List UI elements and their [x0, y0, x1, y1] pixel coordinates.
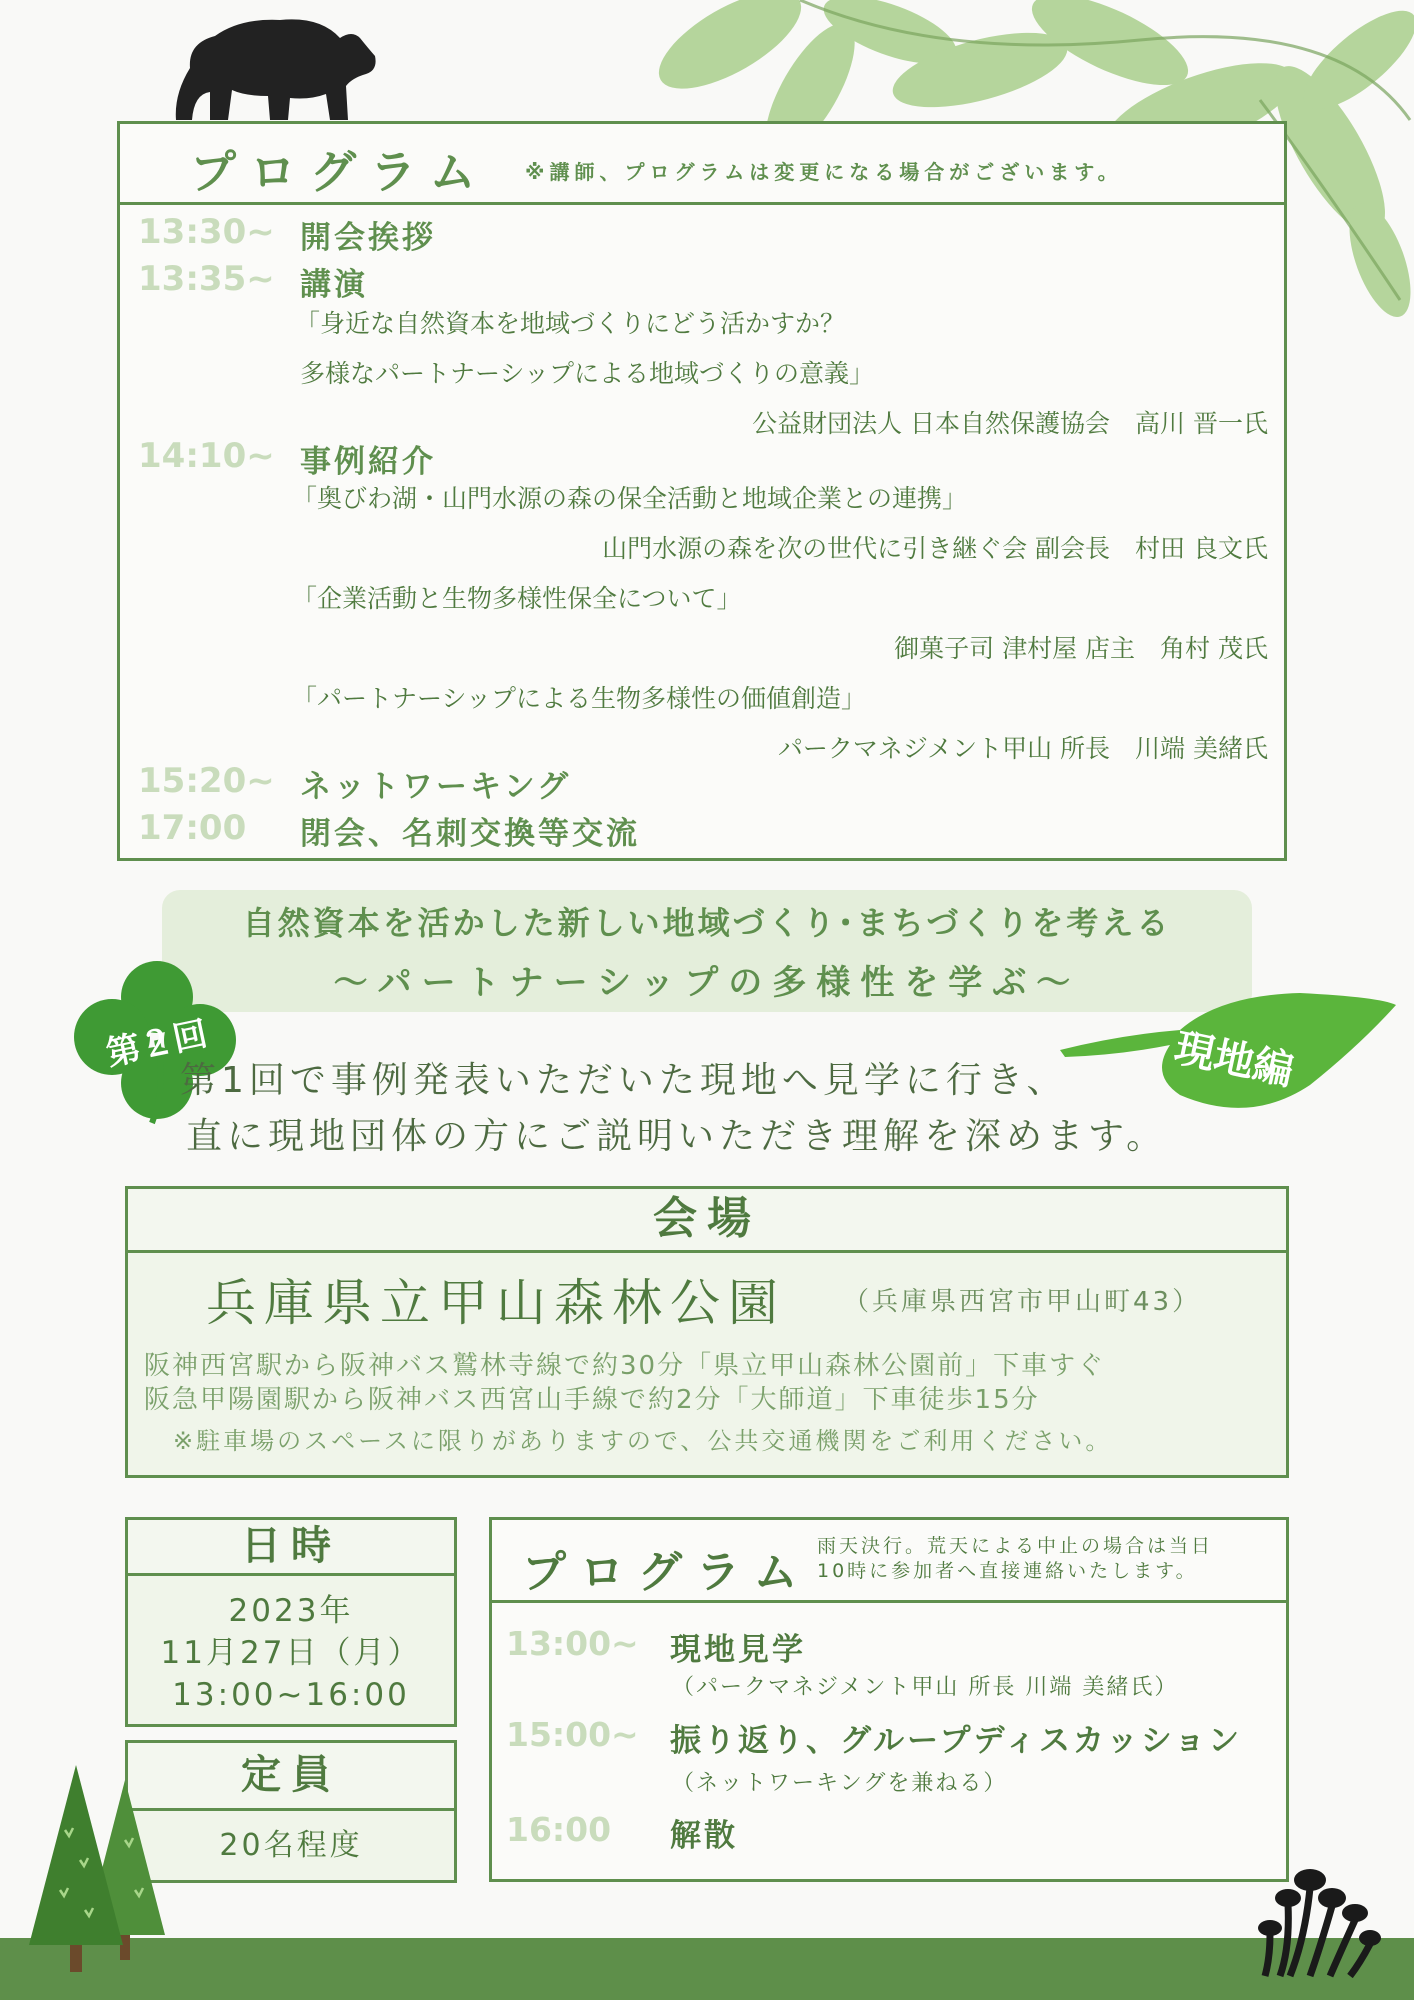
- ground-band: [0, 1938, 1414, 2000]
- description-line2: 直に現地団体の方にご説明いただき理解を深めます。: [186, 1116, 1168, 1157]
- case1-speaker: 山門水源の森を次の世代に引き継ぐ会 副会長 村田 良文氏: [602, 534, 1268, 563]
- item-lecture: 講演: [300, 267, 368, 303]
- case2-title: 「企業活動と生物多様性保全について」: [292, 584, 742, 613]
- item-discussion: 振り返り、グループディスカッション: [670, 1723, 1243, 1759]
- capacity-value: 20名程度: [219, 1828, 363, 1863]
- field-program-box: [489, 1517, 1289, 1882]
- theme-subtitle: ～パートナーシップの多様性を学ぶ～: [333, 963, 1081, 1003]
- discussion-sub: （ネットワーキングを兼ねる）: [672, 1771, 1008, 1796]
- time-1600: 16:00: [506, 1810, 612, 1849]
- case3-title: 「パートナーシップによる生物多様性の価値創造」: [292, 684, 867, 713]
- item-cases: 事例紹介: [300, 444, 436, 480]
- time-1410: 14:10~: [138, 436, 275, 476]
- rain-note: [817, 1534, 1213, 1584]
- description-line1: 第1回で事例発表いただいた現地へ見学に行き、: [180, 1060, 1068, 1101]
- field-visit-sub: （パークマネジメント甲山 所長 川端 美緒氏）: [672, 1675, 1179, 1700]
- item-networking: ネットワーキング: [300, 769, 572, 805]
- time-1330: 13:30~: [138, 212, 275, 252]
- event-date: 11月27日（月）: [160, 1635, 422, 1671]
- parking-note: ※駐車場のスペースに限りがありますので、公共交通機関をご利用ください。: [173, 1427, 1113, 1455]
- datetime-heading: 日時: [128, 1520, 454, 1576]
- venue-address: （兵庫県西宮市甲山町43）: [843, 1287, 1202, 1317]
- field-badge-label: 現地編: [1170, 1024, 1298, 1095]
- theme-title: 自然資本を活かした新しい地域づくり･まちづくりを考える: [242, 904, 1172, 942]
- field-leaf-badge: [1060, 975, 1400, 1125]
- datetime-box: [125, 1517, 457, 1727]
- access-line2: 阪急甲陽園駅から阪神バス西宮山手線で約2分「大師道」下車徒歩15分: [144, 1385, 1040, 1415]
- case3-speaker: パークマネジメント甲山 所長 川端 美緒氏: [777, 734, 1268, 763]
- program-header: [120, 124, 1284, 205]
- program-box: [117, 121, 1287, 861]
- lecture-title-line2: 多様なパートナーシップによる地域づくりの意義」: [300, 359, 875, 388]
- rain-note-line1: 雨天決行。荒天による中止の場合は当日: [817, 1535, 1214, 1557]
- field-program-header: [492, 1520, 1286, 1603]
- access-line1: 阪神西宮駅から阪神バス鷲林寺線で約30分「県立甲山森林公園前」下車すぐ: [144, 1351, 1106, 1381]
- program-title: プログラム: [190, 145, 490, 199]
- time-1700: 17:00: [138, 808, 247, 848]
- event-year: 2023年: [228, 1593, 354, 1629]
- item-closing: 閉会、名刺交換等交流: [300, 816, 640, 852]
- venue-box: [125, 1186, 1289, 1478]
- lecture-title-line1: 「身近な自然資本を地域づくりにどう活かすか？: [295, 309, 846, 338]
- time-1300: 13:00~: [506, 1624, 639, 1663]
- bear-icon: [170, 8, 380, 126]
- trees-icon: [25, 1760, 185, 1975]
- item-opening: 開会挨拶: [300, 220, 436, 256]
- mushrooms-icon: [1250, 1868, 1390, 1978]
- item-field-visit: 現地見学: [670, 1632, 806, 1668]
- item-dismissal: 解散: [670, 1818, 738, 1854]
- capacity-heading: 定員: [128, 1743, 454, 1811]
- venue-heading: 会場: [128, 1189, 1286, 1253]
- rain-note-line2: 10時に参加者へ直接連絡いたします。: [817, 1560, 1198, 1582]
- case1-title: 「奥びわ湖・山門水源の森の保全活動と地域企業との連携」: [292, 484, 968, 513]
- time-1335: 13:35~: [138, 259, 275, 299]
- session-badge-label: 第２回: [102, 1013, 211, 1075]
- field-program-title: プログラム: [522, 1547, 812, 1598]
- event-time: 13:00~16:00: [172, 1677, 410, 1713]
- case2-speaker: 御菓子司 津村屋 店主 角村 茂氏: [894, 634, 1268, 663]
- time-1500: 15:00~: [506, 1715, 639, 1754]
- time-1520: 15:20~: [138, 761, 275, 801]
- lecture-speaker: 公益財団法人 日本自然保護協会 高川 晋一氏: [752, 409, 1268, 438]
- venue-name: 兵庫県立甲山森林公園: [206, 1274, 786, 1332]
- program-note: ※講師、プログラムは変更になる場合がございます。: [525, 160, 1123, 184]
